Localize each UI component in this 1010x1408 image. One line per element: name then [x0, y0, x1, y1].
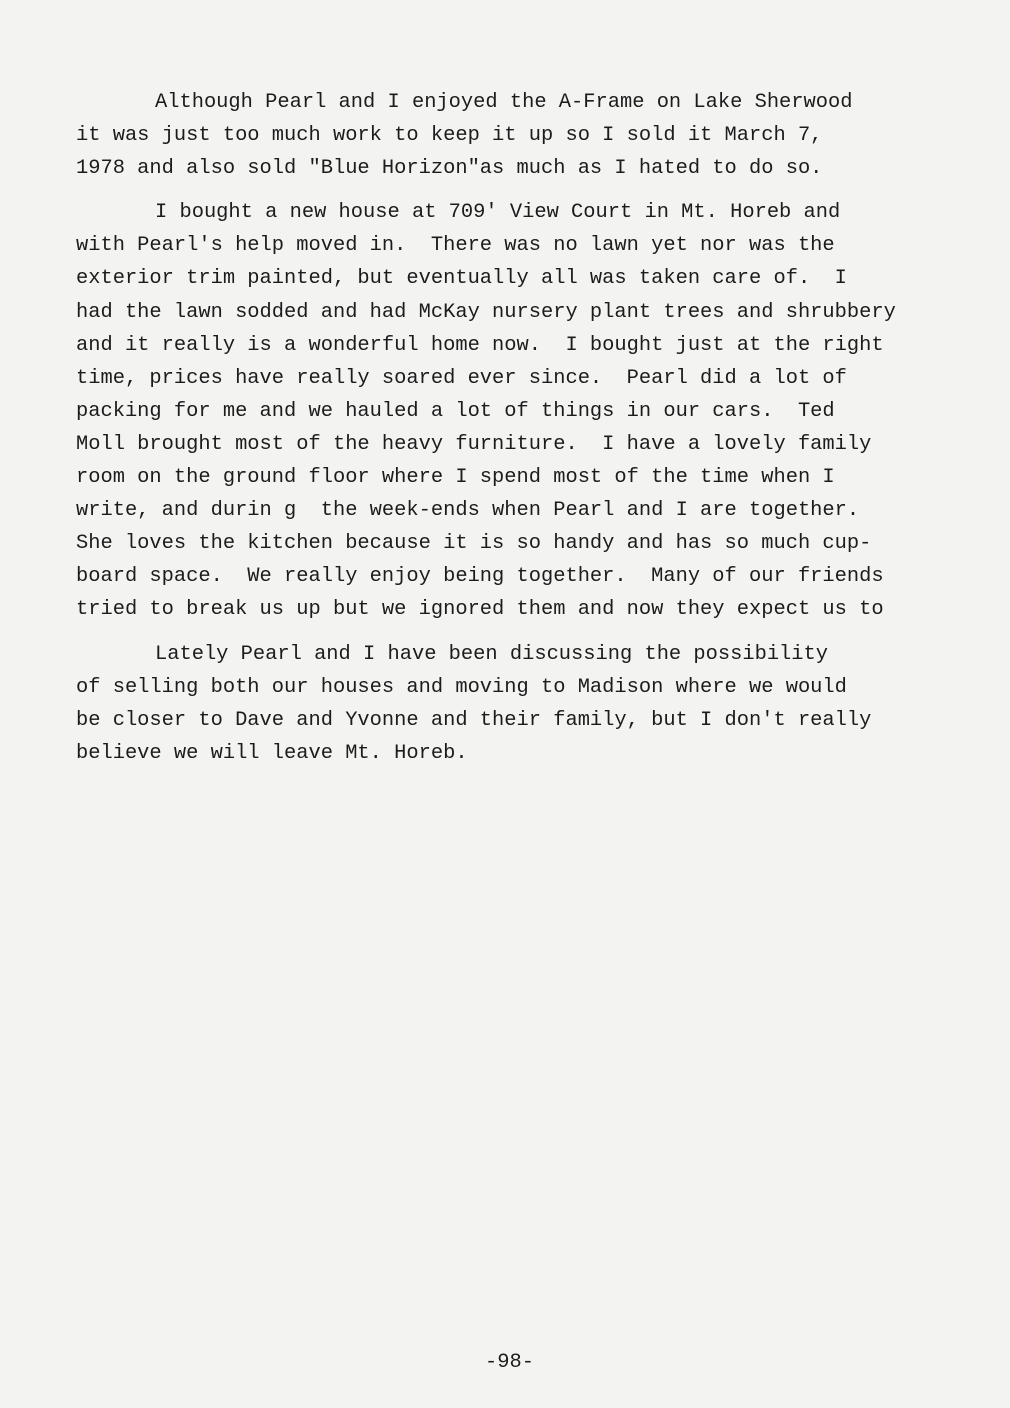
text-line: packing for me and we hauled a lot of things in our cars. Ted — [76, 399, 835, 423]
body-text — [76, 86, 976, 781]
page-number: -98- — [485, 1351, 534, 1374]
text-line: tried to break us up but we ignored them and now they expect us to — [76, 598, 884, 622]
text-line: and it really is a wonderful home now. I bought just at the right — [76, 333, 884, 357]
paragraph-2 — [76, 196, 976, 626]
text-line: Lately Pearl and I have been discussing the possibility — [155, 642, 829, 666]
paragraph-3 — [76, 638, 976, 770]
text-line: room on the ground floor where I spend most of the time when I — [76, 466, 835, 490]
text-line: board space. We really enjoy being together. Many of our friends — [76, 565, 884, 589]
paragraph-1 — [76, 86, 976, 185]
text-line: Although Pearl and I enjoyed the A-Frame on Lake Sherwood — [155, 91, 853, 114]
text-line: I bought a new house at 709' View Court in Mt. Horeb and — [155, 201, 841, 225]
text-line: Moll brought most of the heavy furniture. I have a lovely family — [76, 432, 872, 456]
text-line: it was just too much work to keep it up so I sold it March 7, — [76, 124, 823, 148]
text-line: of selling both our houses and moving to Madison where we would — [76, 675, 847, 699]
text-line: with Pearl's help moved in. There was no lawn yet nor was the — [76, 234, 835, 258]
text-line: believe we will leave Mt. Horeb. — [76, 741, 468, 765]
text-line: time, prices have really soared ever since. Pearl did a lot of — [76, 366, 847, 390]
text-line: 1978 and also sold "Blue Horizon"as much as I hated to do so. — [76, 157, 823, 181]
text-line: had the lawn sodded and had McKay nursery plant trees and shrubbery — [76, 300, 896, 324]
text-line: be closer to Dave and Yvonne and their family, but I don't really — [76, 708, 872, 732]
text-line: exterior trim painted, but eventually all was taken care of. I — [76, 267, 847, 291]
text-line: She loves the kitchen because it is so handy and has so much cup- — [76, 532, 872, 556]
text-line: write, and durin g the week-ends when Pearl and I are together. — [76, 499, 860, 523]
page-number-footer — [0, 1318, 1010, 1408]
